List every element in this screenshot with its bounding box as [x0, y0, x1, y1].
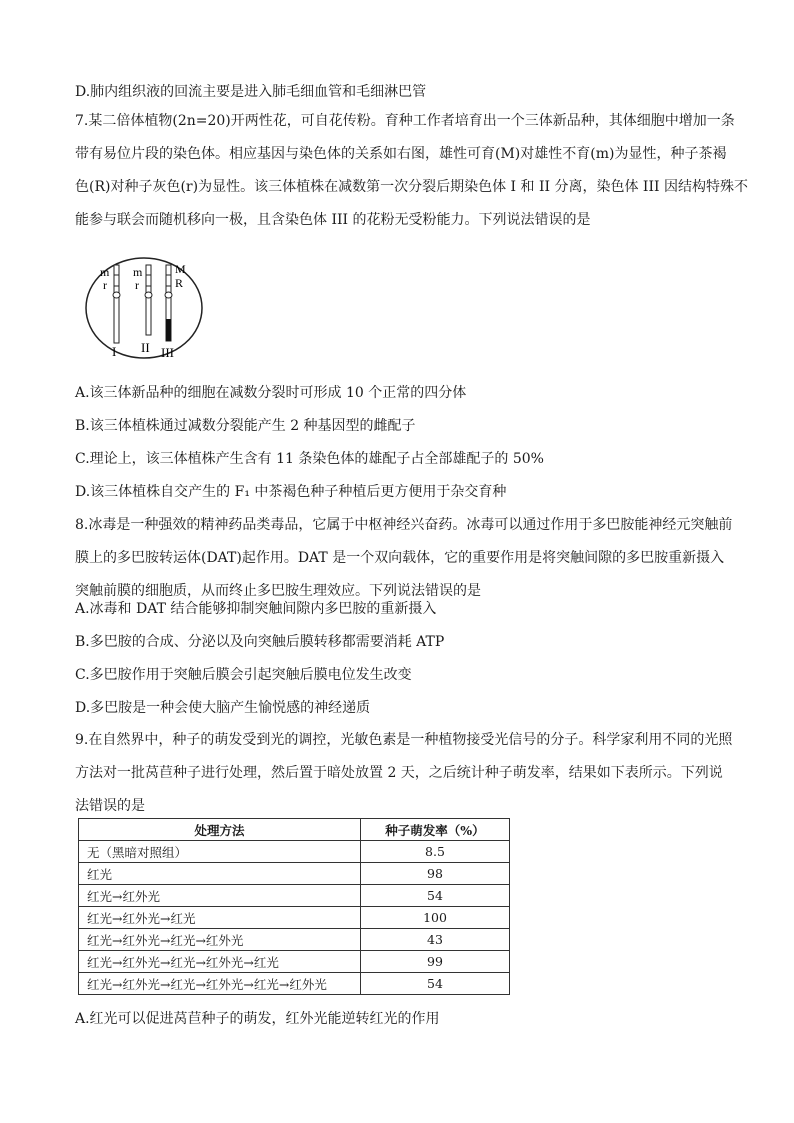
- chr1-gene-bottom: r: [103, 278, 107, 292]
- cell-rate: 43: [361, 929, 510, 951]
- chromosome-1: [100, 265, 120, 359]
- question-9-stem-line: 方法对一批莴苣种子进行处理，然后置于暗处放置 2 天，之后统计种子萌发率，结果如下表所示。下列说: [75, 765, 723, 781]
- question-8-stem-line: 膜上的多巴胺转运体(DAT)起作用。DAT 是一个双向载体，它的重要作用是将突触间隙的多巴胺重新摄入: [75, 550, 725, 566]
- option-b: B.该三体植株通过减数分裂能产生 2 种基因型的雌配子: [75, 418, 416, 434]
- option-a: A.该三体新品种的细胞在减数分裂时可形成 10 个正常的四分体: [75, 385, 467, 401]
- centromere: [145, 292, 152, 298]
- option-d: D.多巴胺是一种会使大脑产生愉悦感的神经递质: [75, 700, 371, 716]
- question-7-options: [75, 377, 727, 509]
- question-8-stem-line: 突触前膜的细胞质，从而终止多巴胺生理效应。下列说法错误的是: [75, 583, 481, 599]
- chromosome-diagram: [79, 253, 209, 363]
- table-row: [79, 929, 510, 951]
- option-a: A.冰毒和 DAT 结合能够抑制突触间隙内多巴胺的重新摄入: [75, 601, 437, 617]
- question-7-stem: [75, 105, 748, 237]
- cell-rate: 98: [361, 863, 510, 885]
- cell-method: 红光→红外光: [79, 885, 361, 907]
- question-9-stem: [75, 724, 733, 823]
- cell-rate: 8.5: [361, 841, 510, 863]
- centromere: [113, 292, 120, 298]
- question-9-option-a: A.红光可以促进莴苣种子的萌发，红外光能逆转红光的作用: [75, 1011, 440, 1027]
- cell-method: 红光: [79, 863, 361, 885]
- chr2-label: II: [141, 340, 150, 355]
- chr3-label: III: [161, 345, 174, 360]
- table-row: [79, 863, 510, 885]
- cell-rate: 100: [361, 907, 510, 929]
- chr3-gene-top: M: [175, 262, 186, 276]
- question-7-stem-line: 带有易位片段的染色体。相应基因与染色体的关系如右图，雄性可育(M)对雄性不育(m)为显性，种子茶褐: [75, 146, 727, 162]
- question-8-stem-line: 8.冰毒是一种强效的精神药品类毒品，它属于中枢神经兴奋药。冰毒可以通过作用于多巴胺能神经元突触前: [75, 517, 733, 533]
- chr1-gene-top: m: [100, 265, 110, 279]
- header-method: 处理方法: [79, 819, 361, 841]
- question-7-stem-line: 能参与联会而随机移向一极，且含染色体 III 的花粉无受粉能力。下列说法错误的是: [75, 212, 591, 228]
- centromere: [165, 292, 172, 298]
- translocated-segment: [166, 319, 171, 341]
- question-7-stem-line: 色(R)对种子灰色(r)为显性。该三体植株在减数第一次分裂后期染色体 I 和 II 分离，染色体 III 因结构特殊不: [75, 179, 748, 195]
- table-row: [79, 907, 510, 929]
- prev-question-option-d: D.肺内组织液的回流主要是进入肺毛细血管和毛细淋巴管: [75, 84, 427, 100]
- question-8-options: [75, 593, 727, 725]
- cell-rate: 54: [361, 885, 510, 907]
- cell-method: 红光→红外光→红光→红外光→红光: [79, 951, 361, 973]
- cell-rate: 54: [361, 973, 510, 995]
- table-row: [79, 841, 510, 863]
- table-row: [79, 885, 510, 907]
- table-header-row: [79, 819, 510, 841]
- option-d: D.该三体植株自交产生的 F₁ 中茶褐色种子种植后更方便用于杂交育种: [75, 484, 507, 500]
- header-rate: 种子萌发率（%）: [361, 819, 510, 841]
- question-9-stem-line: 法错误的是: [75, 798, 145, 814]
- chromosome-2: [133, 265, 152, 355]
- chr2-gene-top: m: [133, 265, 143, 279]
- germination-table: [78, 818, 510, 995]
- chr1-label: I: [112, 344, 117, 359]
- chr3-gene-bottom: R: [175, 276, 184, 290]
- cell-method: 红光→红外光→红光: [79, 907, 361, 929]
- cell-method: 红光→红外光→红光→红外光→红光→红外光: [79, 973, 361, 995]
- cell-method: 红光→红外光→红光→红外光: [79, 929, 361, 951]
- table-row: [79, 951, 510, 973]
- question-7-stem-line: 7.某二倍体植物(2n=20)开两性花，可自花传粉。育种工作者培育出一个三体新品种，其体细胞中增加一条: [75, 113, 735, 129]
- option-b: B.多巴胺的合成、分泌以及向突触后膜转移都需要消耗 ATP: [75, 634, 445, 650]
- question-9-stem-line: 9.在自然界中，种子的萌发受到光的调控，光敏色素是一种植物接受光信号的分子。科学家利用不同的光照: [75, 732, 733, 748]
- cell-method: 无（黑暗对照组）: [79, 841, 361, 863]
- option-c: C.多巴胺作用于突触后膜会引起突触后膜电位发生改变: [75, 667, 412, 683]
- option-c: C.理论上，该三体植株产生含有 11 条染色体的雄配子占全部雄配子的 50%: [75, 451, 544, 467]
- cell-rate: 99: [361, 951, 510, 973]
- chr2-gene-bottom: r: [135, 278, 139, 292]
- table-row: [79, 973, 510, 995]
